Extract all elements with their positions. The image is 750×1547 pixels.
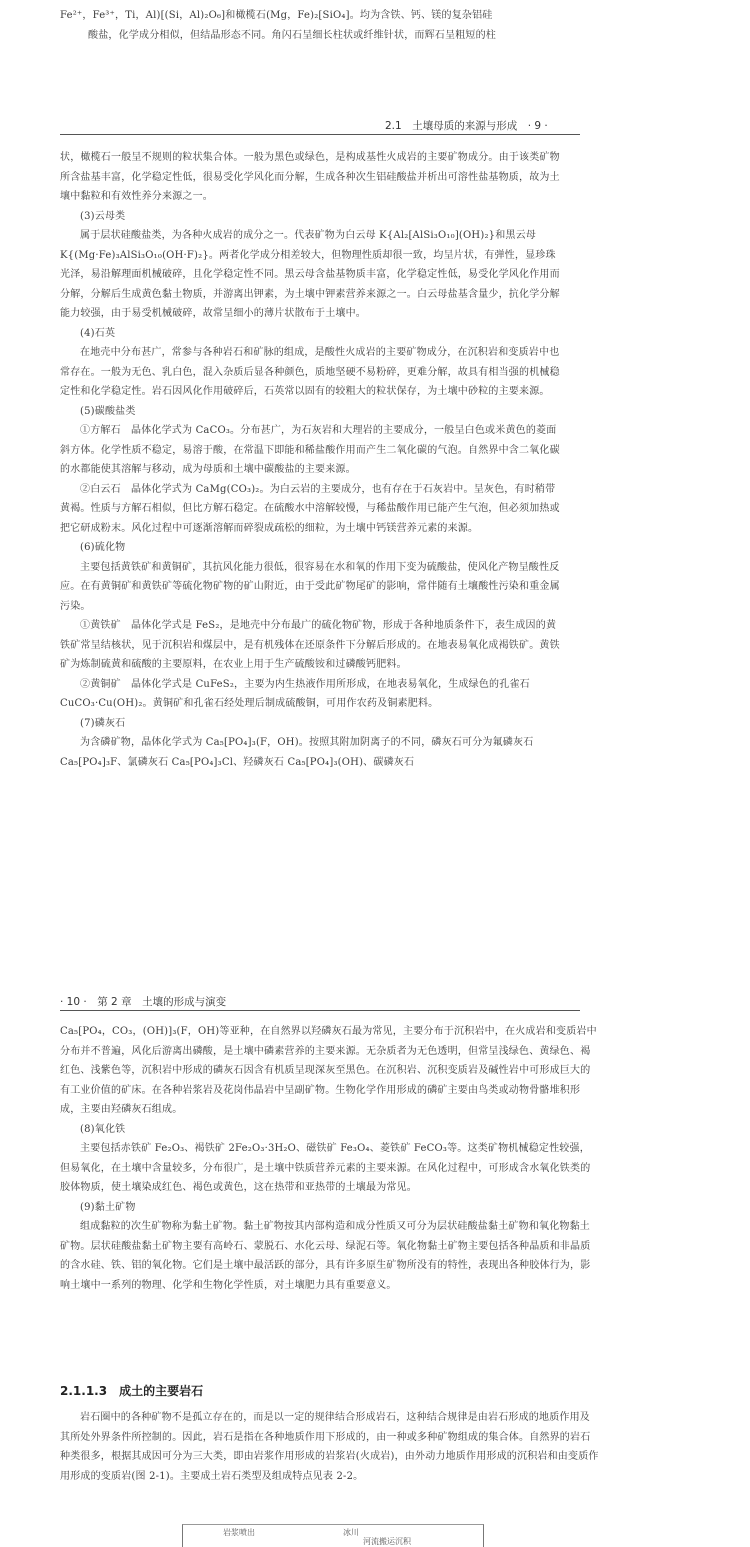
apatite-continued-paragraph: Ca₅[PO₄，CO₃，(OH)]₃(F，OH)等亚种，在自然界以羟磷灰石最为常见，主要分布于沉积岩中，在火成岩和变质岩中分布并不普遍，风化后游离出磷酸，是土壤中磷素营养的主要来源。无杂质者为无色透明，但常呈浅绿色、黄绿色、褐红色、浅紫色等，沉积岩中形成的磷灰石因含有机质呈现深灰至黑色。在沉积岩、沉积变质岩及碱性岩中可形成巨大的有工业价值的矿床。在各种岩浆岩及花岗伟晶岩中呈副矿物。生物化学作用形成的磷矿主要由鸟类或动物骨骼堆积形成，主要由羟磷灰石组成。 — [60, 1026, 597, 1115]
quartz-paragraph: 在地壳中分布甚广，常参与各种岩石和矿脉的组成，是酸性火成岩的主要矿物成分，在沉积岩和变质岩中也常存在。一般为无色、乳白色，混入杂质后显各种颜色，质地坚硬不易粉碎，更难分解，故具有相当强的机械稳定性和化学稳定性。岩石因风化作用破碎后，石英常以固有的较粗大的粒状保存，为土壤中砂粒的主要来源。 — [60, 347, 560, 397]
running-header-page-10: · 10 · 第 2 章 土壤的形成与演变 — [60, 996, 227, 1008]
header-rule-page-10 — [60, 1010, 580, 1011]
section-title-2-1-1-3: 2.1.1.3 成土的主要岩石 — [60, 1384, 204, 1398]
figure-label-glacier: 冰川 — [343, 1528, 359, 1537]
figure-2-1-partial — [182, 1524, 484, 1547]
page-10-body — [60, 1022, 600, 1295]
rocks-paragraph: 岩石圈中的各种矿物不是孤立存在的，而是以一定的规律结合形成岩石，这种结合规律是由岩石形成的地质作用及其所处外界条件所控制的。因此，岩石是指在各种地质作用下形成的，由一种或多种矿物组成的集合体。自然界的岩石种类很多，根据其成因可分为三大类，即由岩浆作用形成的岩浆岩(火成岩)，由外动力地质作用形成的沉积岩和由变质作用形成的变质岩(图 2-1)。主要成土岩石类型及组成特点见表 2-2。 — [60, 1412, 599, 1482]
pyrite-paragraph: ①黄铁矿 晶体化学式是 FeS₂，是地壳中分布最广的硫化物矿物，形成于各种地质条件下，表生成因的黄铁矿常呈结核状，见于沉积岩和煤层中，是有机残体在还原条件下分解后形成的。在地表易氧化成褐铁矿。黄铁矿为炼制硫黄和硫酸的主要原料，在农业上用于生产硫酸铵和过磷酸钙肥料。 — [60, 620, 560, 670]
quartz-heading: (4)石英 — [80, 327, 116, 339]
iron-oxide-paragraph: 主要包括赤铁矿 Fe₂O₃、褐铁矿 2Fe₂O₃·3H₂O、磁铁矿 Fe₃O₄、菱铁矿 FeCO₃等。这类矿物机械稳定性较强，但易氧化，在土壤中含量较多，分布很广，是土壤中铁质营养元素的主要来源。在风化过程中，可形成含水氧化铁类的胶体物质，使土壤染成红色、褐色或黄色，这在热带和亚热带的土壤最为常见。 — [60, 1143, 591, 1193]
figure-label-magma: 岩浆喷出 — [223, 1528, 255, 1537]
apatite-paragraph: 为含磷矿物，晶体化学式为 Ca₅[PO₄]₃(F，OH)。按照其附加阴离子的不同，磷灰石可分为氟磷灰石 Ca₅[PO₄]₃F、氯磷灰石 Ca₅[PO₄]₃Cl、羟磷灰石 Ca₅[PO₄]₃(OH)、碳磷灰石 — [60, 737, 534, 768]
apatite-heading: (7)磷灰石 — [80, 717, 126, 729]
dolomite-paragraph: ②白云石 晶体化学式为 CaMg(CO₃)₂。为白云岩的主要成分，也有存在于石灰岩中。呈灰色，有时稍带黄褐。性质与方解石相似，但比方解石稳定。在硫酸水中溶解较慢，与稀盐酸作用已能产生气泡，但必须加热或把它研成粉末。风化过程中可逐渐溶解而碎裂成疏松的细粒，为土壤中钙镁营养元素的来源。 — [60, 483, 560, 534]
iron-oxide-heading: (8)氧化铁 — [80, 1123, 126, 1135]
rocks-block — [60, 1408, 600, 1486]
fragment-line-1: Fe²⁺，Fe³⁺，Ti，Al)[(Si，Al)₂O₆]和橄榄石(Mg，Fe)₂[SiO₄]。均为含铁、钙、镁的复杂铝硅 — [60, 10, 493, 21]
running-header-page-9: 2.1 土壤母质的来源与形成 · 9 · — [385, 120, 548, 132]
carbonate-heading: (5)碳酸盐类 — [80, 405, 136, 417]
page-9-body — [60, 148, 560, 772]
figure-label-river: 河流搬运沉积 — [363, 1537, 411, 1546]
fragment-line-2: 酸盐，化学成分相似，但结晶形态不同。角闪石呈细长柱状或纤维针状，而辉石呈粗短的柱 — [88, 29, 496, 41]
pyroxene-olivine-paragraph: 状，橄榄石一般呈不规则的粒状集合体。一般为黑色或绿色，是构成基性火成岩的主要矿物成分。由于该类矿物所含盐基丰富，化学稳定性低，很易受化学风化而分解，生成各种次生铝硅酸盐并析出可溶性盐基物质，故为土壤中黏粒和有效性养分来源之一。 — [60, 152, 560, 202]
sulfide-heading: (6)硫化物 — [80, 542, 126, 553]
clay-mineral-heading: (9)黏土矿物 — [80, 1201, 136, 1213]
sulfide-paragraph: 主要包括黄铁矿和黄铜矿，其抗风化能力很低，很容易在水和氧的作用下变为硫酸盐，使风化产物呈酸性反应。在有黄铜矿和黄铁矿等硫化物矿物的矿山附近，由于受此矿物尾矿的影响，常伴随有土壤酸性污染和重金属污染。 — [60, 561, 560, 612]
clay-mineral-paragraph: 组成黏粒的次生矿物称为黏土矿物。黏土矿物按其内部构造和成分性质又可分为层状硅酸盐黏土矿物和氧化物黏土矿物。层状硅酸盐黏土矿物主要有高岭石、蒙脱石、水化云母、绿泥石等。氧化物黏土矿物主要包括各种晶质和非晶质的含水硅、铁、铝的氧化物。它们是土壤中最活跃的部分，具有许多原生矿物所没有的特性，表现出各种胶体行为，影响土壤中一系列的物理、化学和生物化学性质，对土壤肥力具有重要意义。 — [60, 1221, 591, 1291]
chalcopyrite-paragraph: ②黄铜矿 晶体化学式是 CuFeS₂，主要为内生热液作用所形成，在地表易氧化，生成绿色的孔雀石 CuCO₃·Cu(OH)₂。黄铜矿和孔雀石经处理后制成硫酸铜，可用作农药及铜素肥料。 — [60, 678, 530, 709]
header-rule-page-9 — [60, 134, 580, 135]
calcite-paragraph: ①方解石 晶体化学式为 CaCO₃。分布甚广，为石灰岩和大理岩的主要成分，一般呈白色或米黄色的菱面斜方体。化学性质不稳定，易溶于酸，在常温下即能和稀盐酸作用而产生二氧化碳的气泡。自然界中含二氧化碳的水都能使其溶解与移动，成为母质和土壤中碳酸盐的主要来源。 — [60, 425, 560, 475]
mica-paragraph: 属于层状硅酸盐类，为各种火成岩的成分之一。代表矿物为白云母 K{Al₂[AlSi₃O₁₀](OH)₂}和黑云母 K{(Mg·Fe)₃AlSi₃O₁₀(OH·F)₂}。两者化学成分相差较大，但物理性质却很一致，均呈片状，有弹性，显珍珠光泽，易沿解理面机械破碎，且化学稳定性不同。黑云母含盐基物质丰富，化学稳定性低，易受化学风化作用而分解，分解后生成黄色黏土物质，并游离出钾素，为土壤中钾素营养来源之一。白云母盐基含量少，抗化学分解能力较强，由于易受机械破碎，故常呈细小的薄片状散布于土壤中。 — [60, 230, 560, 319]
mica-heading: (3)云母类 — [80, 210, 126, 222]
